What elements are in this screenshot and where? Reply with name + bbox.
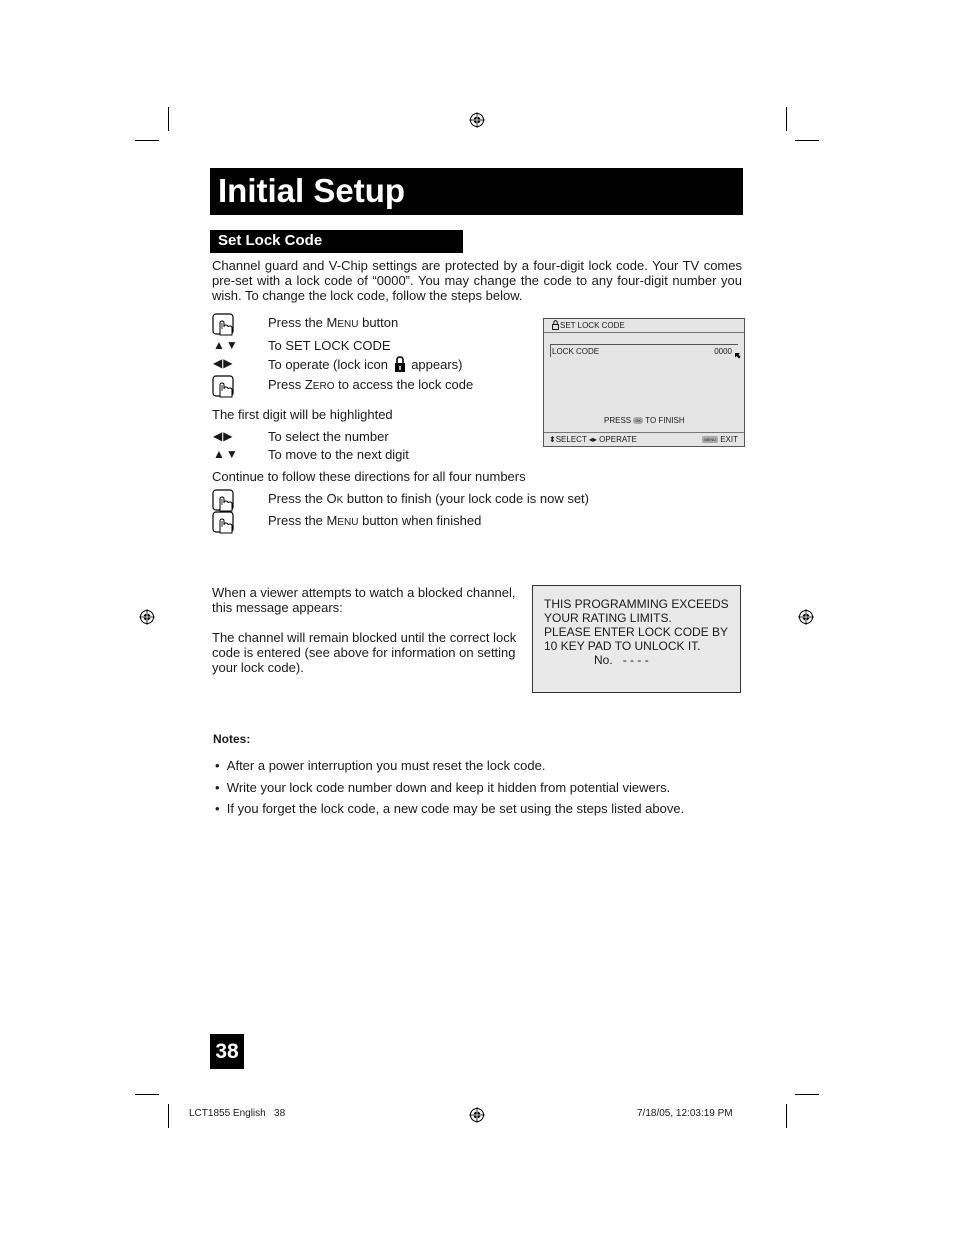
- note-item: • Write your lock code number down and keep it hidden from potential viewers.: [215, 780, 671, 795]
- page-title: Initial Setup: [218, 172, 406, 209]
- section-title-bar: [210, 230, 463, 253]
- left-right-arrows-icon: ◀▶: [213, 429, 234, 443]
- press-to-finish: PRESS OK TO FINISH: [604, 416, 685, 425]
- crop-mark: [168, 107, 169, 131]
- step-press-zero: Press ZERO to access the lock code: [268, 377, 474, 392]
- step-set-lock-code: To SET LOCK CODE: [268, 338, 391, 353]
- cursor-icon: [734, 352, 741, 359]
- crop-mark: [168, 1104, 169, 1128]
- lock-icon: [394, 356, 406, 373]
- crop-mark: [135, 140, 159, 141]
- set-lock-code-screen: [543, 318, 745, 447]
- crop-mark: [795, 140, 819, 141]
- step-press-menu-finish: Press the MENU button when finished: [268, 513, 482, 528]
- registration-mark-icon: [469, 112, 485, 128]
- note-item: • After a power interruption you must reset the lock code.: [215, 758, 546, 773]
- lock-icon: [552, 320, 559, 330]
- registration-mark-icon: [139, 609, 155, 625]
- footer-left: LCT1855 English 38: [189, 1108, 286, 1119]
- registration-mark-icon: [798, 609, 814, 625]
- up-down-arrows-icon: ▲▼: [213, 447, 239, 461]
- blocked-intro-line1: When a viewer attempts to watch a blocked channel,: [212, 585, 516, 600]
- footer-right: 7/18/05, 12:03:19 PM: [637, 1108, 733, 1119]
- step-next-digit: To move to the next digit: [268, 447, 409, 462]
- exit-hint: MENU EXIT: [704, 435, 738, 444]
- continue-note: Continue to follow these directions for all four numbers: [212, 469, 526, 484]
- crop-mark: [135, 1094, 159, 1095]
- select-hint: ⬍SELECT ◂▸ OPERATE: [549, 435, 637, 444]
- up-down-arrows-icon: ▲▼: [213, 338, 239, 352]
- registration-mark-icon: [469, 1107, 485, 1123]
- intro-paragraph: Channel guard and V-Chip settings are protected by a four-digit lock code. Your TV comes pre-set with a lock code of “0000”. You may change the code to any four-digit number you wish. To change the lock code, follow the steps below.: [212, 258, 742, 303]
- blocked-explain-line1: The channel will remain blocked until the correct lock: [212, 630, 517, 645]
- lock-code-value: 0000: [714, 347, 732, 356]
- blocked-message: THIS PROGRAMMING EXCEEDS YOUR RATING LIMITS. PLEASE ENTER LOCK CODE BY 10 KEY PAD TO UNLOCK IT. No. - - - -: [544, 597, 729, 667]
- blocked-explain-line2: code is entered (see above for information on setting: [212, 645, 516, 660]
- note-item: • If you forget the lock code, a new code may be set using the steps listed above.: [215, 801, 685, 816]
- page-title-bar: [210, 168, 743, 215]
- blocked-explain-line3: your lock code).: [212, 660, 304, 675]
- screen-footer: [544, 432, 744, 446]
- step-press-menu: Press the MENU button: [268, 315, 399, 330]
- left-right-arrows-icon: ◀▶: [213, 356, 234, 370]
- ok-button-icon: OK: [635, 418, 642, 423]
- hand-press-icon: [212, 375, 238, 401]
- crop-mark: [786, 107, 787, 131]
- menu-button-icon: MENU: [704, 437, 716, 442]
- crop-mark: [786, 1104, 787, 1128]
- screen-header: [544, 319, 744, 333]
- step-press-ok: Press the OK button to finish (your lock code is now set): [268, 491, 589, 506]
- lock-code-label: LOCK CODE: [552, 347, 600, 356]
- crop-mark: [795, 1094, 819, 1095]
- notes-label: Notes:: [213, 732, 251, 746]
- step-select-number: To select the number: [268, 429, 389, 444]
- blocked-message-screen: [532, 585, 741, 693]
- first-digit-note: The first digit will be highlighted: [212, 407, 393, 422]
- hand-press-icon: [212, 511, 238, 537]
- section-title: Set Lock Code: [218, 232, 323, 249]
- screen-header-title: SET LOCK CODE: [560, 321, 625, 330]
- hand-press-icon: [212, 313, 238, 339]
- blocked-intro-line2: this message appears:: [212, 600, 343, 615]
- step-operate: To operate (lock icon appears): [268, 357, 463, 372]
- lock-code-field: [550, 344, 738, 357]
- page-number: 38: [210, 1034, 244, 1069]
